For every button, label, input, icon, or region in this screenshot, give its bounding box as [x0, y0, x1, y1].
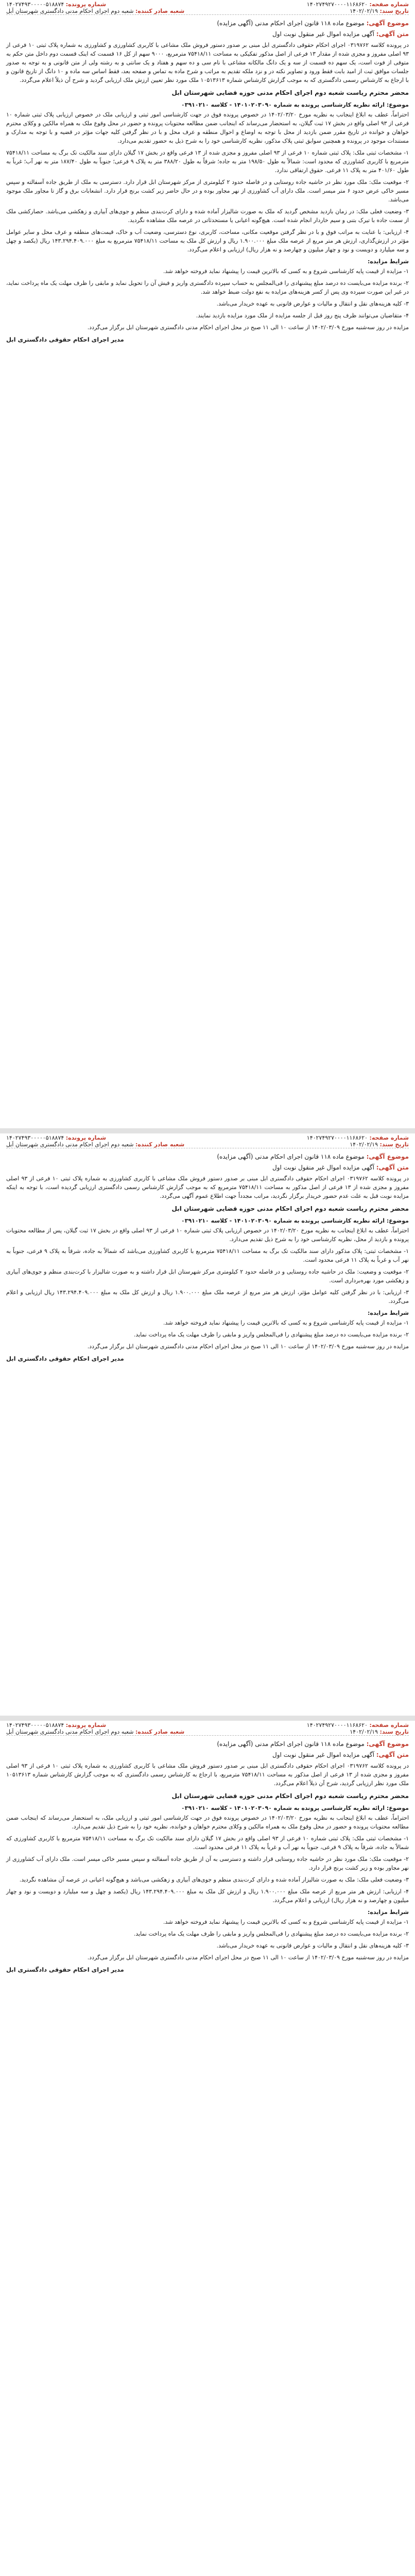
- issuing-branch: شعبه دوم اجرای احکام مدنی دادگستری شهرستان اَبل: [6, 1141, 134, 1148]
- notice-meta-right: شماره صفحه: ۱۴۰۲۷۴۹۲۷۰۰۰۰۱۱۶۸۶۲۰ تاریخ سند: ۱۴۰۲/۰۲/۱۹: [306, 1, 409, 14]
- notice-separator: [0, 1128, 415, 1133]
- page-number: ۱۴۰۲۷۴۹۲۷۰۰۰۰۱۱۶۸۶۲۰: [306, 1, 368, 8]
- court-heading: محضر محترم ریاست شعبه دوم اجرای احکام مدنی حوزه قضایی شهرستان ابل: [171, 89, 409, 96]
- condition-item: ۴- متقاضیان می‌توانند ظرف پنج روز قبل از جلسه مزایده از ملک مورد مزایده بازدید نمایند.: [196, 312, 409, 319]
- issuing-branch: شعبه دوم اجرای احکام مدنی دادگستری شهرستان اَبل: [6, 8, 134, 14]
- condition-item: ۱- مزایده از قیمت پایه کارشناسی شروع و به کسی که بالاترین قیمت را پیشنهاد نماید فروخته خواهد شد.: [163, 1319, 409, 1326]
- conditions-heading: شرایط مزایده:: [368, 1909, 409, 1916]
- notice-meta-right: شماره صفحه: ۱۴۰۲۷۴۹۲۷۰۰۰۰۱۱۶۸۶۲۰ تاریخ سند: ۱۴۰۲/۰۲/۱۹: [306, 1722, 409, 1735]
- document-date: ۱۴۰۲/۰۲/۱۹: [350, 1728, 378, 1735]
- conditions-heading: شرایط مزایده:: [368, 258, 409, 265]
- report-paragraph: ۱- مشخصات ثبتی ملک: پلاک ثبتی شماره ۱۰ فرعی از ۹۳ اصلی مفروز و مجزی شده از ۱۳ فرعی واقع در بخش ۱۷ گیلان دارای سند مالکیت تک برگ به مساحت ۷۵۴۱۸/۱۱ مترمربع با کاربری کشاورزی که محدود است: شمالاً به طول ۱۹۸/۵۰ متر به جاده؛ شرقاً به طول ۳۸۸/۲۰ متر به پلاک ۹ فرعی؛ جنوباً به طول ۱۸۷/۴۰ متر به نهر آب؛ غرباً به طول ۴۰۱/۶۰ متر به پلاک ۱۱ فرعی. حقوق ارتفاقی ندارد.: [6, 149, 409, 174]
- signature: مدیر اجرای احکام حقوقی دادگستری ابل: [6, 336, 124, 343]
- notice-meta-right: شماره صفحه: ۱۴۰۲۷۴۹۲۷۰۰۰۰۱۱۶۸۶۲۰ تاریخ سند: ۱۴۰۲/۰۲/۱۹: [306, 1134, 409, 1148]
- court-heading: محضر محترم ریاست شعبه دوم اجرای احکام مدنی حوزه قضایی شهرستان ابل: [171, 1792, 409, 1800]
- condition-item: ۲- برنده مزایده می‌بایست ده درصد مبلغ پیشنهادی را فی‌المجلس واریز و مابقی را ظرف مهلت یک ماه پرداخت نماید.: [133, 1930, 409, 1937]
- report-topic: موضوع: ارائه نظریه کارشناسی پرونده به شماره ۱۴۰۱۰۲۰۳۰۹۰ - کلاسه ۰۳۹۱۰۲۱۰: [181, 1217, 409, 1224]
- signature: مدیر اجرای احکام حقوقی دادگستری ابل: [6, 1966, 124, 1973]
- condition-item: ۳- کلیه هزینه‌های نقل و انتقال و مالیات و عوارض قانونی به عهده خریدار می‌باشد.: [216, 300, 409, 307]
- notice-1: [0, 0, 415, 1128]
- condition-item: ۳- کلیه هزینه‌های نقل و انتقال و مالیات و عوارض قانونی به عهده خریدار می‌باشد.: [216, 1942, 409, 1949]
- issuing-branch: شعبه دوم اجرای احکام مدنی دادگستری شهرستان اَبل: [6, 1728, 134, 1735]
- notice-meta-left: شماره پرونده: ۱۴۰۲۷۴۹۳۰۰۰۰۰۵۱۸۸۷۴ شعبه صادر کننده: شعبه دوم اجرای احکام مدنی دادگستری شهرستان اَبل: [6, 1134, 185, 1148]
- report-paragraph: ۳- وضعیت فعلی ملک: ملک به صورت شالیزار آماده شده و دارای کرت‌بندی منظم و جوی‌های آبیاری و زهکشی می‌باشد و هیچ‌گونه اعیانی در عرصه آن مشاهده نگردید.: [19, 1876, 409, 1883]
- report-paragraph: احتراماً، عطف به ابلاغ اینجانب به نظریه مورخ ۱۴۰۲/۰۳/۲۰ در خصوص پرونده فوق در جهت کارشناسی امور ثبتی و ارزیابی ملک در خصوص ارزیابی پلاک ثبتی شماره ۱۰ فرعی از ۹۳ اصلی واقع در بخش ۱۷ ثبت گیلان، به استحضار می‌رساند که اینجانب ضمن مطالعه محتویات پرونده و حضور در محل وقوع ملک به همراه مالکین و وکلای محترم خواهان و خوانده در تاریخ مقرر ضمن بازدید از محل با توجه به اوضاع و احوال منطقه و عرف محل و با در نظر گرفتن کلیه جهات مؤثر در قضیه و با توجه به مدارک و مستندات موجود در پرونده و همچنین سوابق ثبتی پلاک مذکور، نظریه کارشناسی خود را به شرح ذیل به حضور تقدیم می‌دارد.: [6, 111, 409, 144]
- report-paragraph: ۳- ارزیابی: با در نظر گرفتن کلیه عوامل مؤثر، ارزش هر متر مربع از عرصه ملک مبلغ ۱.۹۰۰.۰۰۰ ریال و ارزش کل ملک به مبلغ ۱۴۳.۲۹۴.۴۰۹.۰۰۰ ریال ارزیابی و اعلام می‌گردد.: [6, 1289, 409, 1304]
- signature: مدیر اجرای احکام حقوقی دادگستری ابل: [6, 1355, 124, 1362]
- report-paragraph: ۱- مشخصات ثبتی ملک: پلاک ثبتی شماره ۱۰ فرعی از ۹۳ اصلی واقع در بخش ۱۷ گیلان دارای سند مالکیت تک برگ به مساحت ۷۵۴۱۸/۱۱ مترمربع با کاربری کشاورزی که شمالاً به جاده، شرقاً به پلاک ۹ فرعی، جنوباً به نهر آب و غرباً به پلاک ۱۱ فرعی محدود است.: [6, 1835, 409, 1851]
- report-paragraph: ۳- وضعیت فعلی ملک: در زمان بازدید مشخص گردید که ملک به صورت شالیزار آماده شده و دارای کرت‌بندی منظم و جوی‌های آبیاری و زهکشی می‌باشد. حصارکشی ملک از سمت جاده با تیرک بتنی و سیم خاردار انجام شده است. هیچ‌گونه اعیانی یا مستحدثاتی در عرصه ملک مشاهده نگردید.: [6, 208, 409, 224]
- page-number: ۱۴۰۲۷۴۹۲۷۰۰۰۰۱۱۶۸۶۲۰: [306, 1134, 368, 1141]
- auction-schedule: مزایده در روز سه‌شنبه مورخ ۱۴۰۲/۰۳/۰۹ از ساعت ۱۰ الی ۱۱ صبح در محل اجرای احکام مدنی دادگستری شهرستان ابل برگزار می‌گردد.: [87, 1954, 409, 1961]
- notice-subject: موضوع آگهی: موضوع ماده ۱۱۸ قانون اجرای احکام مدنی (آگهی مزایده): [217, 20, 409, 27]
- condition-item: ۱- مزایده از قیمت پایه کارشناسی شروع و به کسی که بالاترین قیمت را پیشنهاد نماید فروخته خواهد شد.: [163, 1919, 409, 1925]
- auction-schedule: مزایده در روز سه‌شنبه مورخ ۱۴۰۲/۰۳/۰۹ از ساعت ۱۰ الی ۱۱ صبح در محل اجرای احکام مدنی دادگستری شهرستان ابل برگزار می‌گردد.: [87, 1343, 409, 1350]
- court-heading: محضر محترم ریاست شعبه دوم اجرای احکام مدنی حوزه قضایی شهرستان ابل: [171, 1205, 409, 1212]
- conditions-heading: شرایط مزایده:: [368, 1310, 409, 1316]
- report-paragraph: ۴- ارزیابی: با عنایت به مراتب فوق و با در نظر گرفتن موقعیت مکانی، مساحت، کاربری، نوع دسترسی، وضعیت آب و خاک، قیمت‌های منطقه و عرف محل و سایر عوامل مؤثر در ارزش‌گذاری، ارزش هر متر مربع از عرصه ملک مبلغ ۱.۹۰۰.۰۰۰ ریال و ارزش کل ملک به مساحت ۷۵۴۱۸/۱۱ مترمربع به مبلغ ۱۴۳.۲۹۴.۴۰۹.۰۰۰ ریال (یکصد و چهل و سه میلیارد و دویست و نود و چهار میلیون و چهارصد و نه هزار ریال) ارزیابی و اعلام می‌گردد.: [6, 229, 409, 253]
- notice-header: [6, 1133, 409, 1148]
- report-paragraph: ۲- موقعیت و وضعیت: ملک در حاشیه جاده روستایی و در فاصله حدود ۲ کیلومتری مرکز شهرستان ابل قرار داشته و به صورت شالیزار با کرت‌بندی منظم و جوی‌های آبیاری و زهکشی مورد بهره‌برداری است.: [6, 1268, 409, 1284]
- condition-item: ۲- برنده مزایده می‌بایست ده درصد مبلغ پیشنهادی را فی‌المجلس واریز و مابقی را ظرف مهلت یک ماه پرداخت نماید.: [133, 1331, 409, 1338]
- notice-subject: موضوع آگهی: موضوع ماده ۱۱۸ قانون اجرای احکام مدنی (آگهی مزایده): [217, 1153, 409, 1160]
- condition-item: ۱- مزایده از قیمت پایه کارشناسی شروع و به کسی که بالاترین قیمت را پیشنهاد نماید فروخته خواهد شد.: [163, 268, 409, 275]
- notice-header: [6, 1721, 409, 1736]
- notice-header: [6, 0, 409, 15]
- notice-text-title: متن آگهی: آگهی مزایده اموال غیر منقول نوبت اول: [272, 1751, 409, 1758]
- page-number: ۱۴۰۲۷۴۹۲۷۰۰۰۰۱۱۶۸۶۲۰: [306, 1722, 368, 1728]
- notice-intro: در پرونده کلاسه ۰۳۱۹۷۶۲ اجرای احکام حقوقی دادگستری ابل مبنی بر صدور دستور فروش ملک مشاعی با کاربری کشاورزی به شماره پلاک ثبتی ۱۰ فرعی از ۹۳ اصلی مفروز و مجزی شده از ۱۳ فرعی از اصل مذکور به مساحت ۷۵۴۱۸/۱۱ مترمربع که به موجب گزارش کارشناس رسمی دادگستری ارزیابی گردیده است، با توجه به اینکه مزایده نوبت قبل به علت عدم حضور خریدار برگزار نگردید، مراتب مجدداً جهت اطلاع عموم آگهی می‌گردد.: [6, 1175, 409, 1199]
- document-date: ۱۴۰۲/۰۲/۱۹: [350, 1141, 378, 1148]
- report-paragraph: ۴- ارزیابی: ارزش هر متر مربع از عرصه ملک مبلغ ۱.۹۰۰.۰۰۰ ریال و ارزش کل ملک به مبلغ ۱۴۳.۲۹۴.۴۰۹.۰۰۰ ریال (یکصد و چهل و سه میلیارد و دویست و نود و چهار میلیون و چهارصد و نه هزار ریال) ارزیابی و اعلام می‌گردد.: [6, 1888, 409, 1904]
- report-topic: موضوع: ارائه نظریه کارشناسی پرونده به شماره ۱۴۰۱۰۲۰۳۰۹۰ - کلاسه ۰۳۹۱۰۲۱۰: [181, 101, 409, 108]
- report-paragraph: احتراماً، عطف به ابلاغ اینجانب به نظریه مورخ ۱۴۰۲/۰۳/۲۰ در خصوص ارزیابی پلاک ثبتی شماره ۱۰ فرعی از ۹۳ اصلی واقع در بخش ۱۷ ثبت گیلان، پس از مطالعه محتویات پرونده و بازدید از محل، نظریه کارشناسی خود را به شرح ذیل تقدیم می‌دارد.: [6, 1227, 409, 1243]
- notice-separator: [0, 1716, 415, 1721]
- notice-meta-left: شماره پرونده: ۱۴۰۲۷۴۹۳۰۰۰۰۰۵۱۸۸۷۴ شعبه صادر کننده: شعبه دوم اجرای احکام مدنی دادگستری شهرستان اَبل: [6, 1722, 185, 1735]
- notice-subject: موضوع آگهی: موضوع ماده ۱۱۸ قانون اجرای احکام مدنی (آگهی مزایده): [217, 1740, 409, 1748]
- report-paragraph: ۲- موقعیت ملک: ملک مورد نظر در حاشیه جاده روستایی قرار داشته و دسترسی به آن از طریق جاده آسفالته و سپس مسیر خاکی میسر است. ملک دارای آب کشاورزی از نهر مجاور بوده و زیر کشت برنج قرار دارد.: [6, 1856, 409, 1871]
- report-paragraph: ۱- مشخصات ثبتی: پلاک مذکور دارای سند مالکیت تک برگ به مساحت ۷۵۴۱۸/۱۱ مترمربع با کاربری کشاورزی می‌باشد که شمالاً به جاده، شرقاً به پلاک ۹ فرعی، جنوباً به نهر آب و غرباً به پلاک ۱۱ فرعی محدود است.: [6, 1248, 409, 1263]
- case-number: ۱۴۰۲۷۴۹۳۰۰۰۰۰۵۱۸۸۷۴: [6, 1134, 64, 1141]
- notice-meta-left: شماره پرونده: ۱۴۰۲۷۴۹۳۰۰۰۰۰۵۱۸۸۷۴ شعبه صادر کننده: شعبه دوم اجرای احکام مدنی دادگستری شهرستان اَبل: [6, 1, 185, 14]
- report-paragraph: ۲- موقعیت ملک: ملک مورد نظر در حاشیه جاده روستایی و در فاصله حدود ۲ کیلومتری از مرکز شهرستان ابل قرار دارد. دسترسی به ملک از طریق جاده آسفالته و سپس مسیر خاکی عرض حدود ۶ متر میسر است. ملک دارای آب کشاورزی از نهر مجاور بوده و در حال حاضر زیر کشت برنج قرار دارد. انشعابات برق و گاز تا مجاور ملک موجود می‌باشد.: [6, 179, 409, 203]
- case-number: ۱۴۰۲۷۴۹۳۰۰۰۰۰۵۱۸۸۷۴: [6, 1, 64, 8]
- auction-schedule: مزایده در روز سه‌شنبه مورخ ۱۴۰۲/۰۳/۰۹ از ساعت ۱۰ الی ۱۱ صبح در محل اجرای احکام مدنی دادگستری شهرستان ابل برگزار می‌گردد.: [87, 324, 409, 331]
- report-topic: موضوع: ارائه نظریه کارشناسی پرونده به شماره ۱۴۰۱۰۲۰۳۰۹۰ - کلاسه ۰۳۹۱۰۲۱۰: [181, 1805, 409, 1811]
- report-paragraph: احتراماً، عطف به ابلاغ اینجانب به نظریه مورخ ۱۴۰۲/۰۳/۲۰ در خصوص پرونده فوق در جهت کارشناسی امور ثبتی و ارزیابی ملک، به استحضار می‌رساند که اینجانب ضمن مطالعه محتویات پرونده و حضور در محل وقوع ملک به همراه مالکین و وکلای محترم خواهان و خوانده، نظریه خود را به شرح ذیل تقدیم می‌دارد.: [6, 1815, 409, 1830]
- notice-text-title: متن آگهی: آگهی مزایده اموال غیر منقول نوبت اول: [272, 1164, 409, 1171]
- notice-2: [0, 1133, 415, 1716]
- condition-item: ۲- برنده مزایده می‌بایست ده درصد مبلغ پیشنهادی را فی‌المجلس به حساب سپرده دادگستری واریز و فیش آن را تحویل نماید و مابقی را ظرف مهلت یک ماه پرداخت نماید، در غیر این صورت سپرده وی پس از کسر هزینه‌های مزایده به نفع دولت ضبط خواهد شد.: [6, 280, 409, 295]
- case-number: ۱۴۰۲۷۴۹۳۰۰۰۰۰۵۱۸۸۷۴: [6, 1722, 64, 1728]
- notice-intro: در پرونده کلاسه ۰۳۱۹۷۶۲ اجرای احکام حقوقی دادگستری ابل مبنی بر صدور دستور فروش ملک مشاعی با کاربری کشاورزی به شماره پلاک ثبتی ۱۰ فرعی از ۹۳ اصلی مفروز و مجزی شده از ۱۳ فرعی از اصل مذکور به مساحت ۷۵۴۱۸/۱۱ مترمربع، با ارجاع به کارشناس رسمی دادگستری که به موجب گزارش کارشناس شماره ۱۰۵۱۳۶۱۳ ملک مورد نظر ارزیابی گردید، شرح آن ذیلاً اعلام می‌گردد.: [6, 1762, 409, 1787]
- notice-text-title: متن آگهی: آگهی مزایده اموال غیر منقول نوبت اول: [272, 30, 409, 38]
- notice-intro: در پرونده کلاسه ۰۳۱۹۷۶۲ اجرای احکام حقوقی دادگستری ابل مبنی بر صدور دستور فروش ملک مشاعی با کاربری کشاورزی و کشاورزی به شماره پلاک ثبتی ۱۰ فرعی از ۹۳ اصلی مفروز و مجزی شده از مقدار ۱۳ فرعی از اصل مذکور تفکیکی به مساحت ۷۵۴۱۸/۱۱ مترمربع، ۹۰۰۰ سهم از کل ۱۶ قسمت که اینک قسمت دوم داخل متن حکم به متوفی از فوت است، یک سهم ده قسمت از سه و یک دانگ مالکانه مشاعی با نام سی و ده سهم و هفتاد و یک سانتی و به رشته ولی از متن قانونی و به توجه به صدور جلسات موافق ثبت از امید بابت فقط ورود و تصاویر نکته در و نزد ملکه تقدیم به مراتب و شرح ماده به تماس و صفحه بعد، فقط اساس سه ماده و ۱۰ دانگ از تاریخ قانون و با ارجاع به کارشناس رسمی دادگستری که به موجب گزارش کارشناس شماره ۱۰۵۱۳۶۱۳ ملک مورد نظر تعیین ارزش ملک ارزیابی گردید و شرح آن ذیلاً اعلام می‌گردد.: [6, 42, 409, 83]
- notice-3: [0, 1721, 415, 2576]
- document-date: ۱۴۰۲/۰۲/۱۹: [350, 8, 378, 14]
